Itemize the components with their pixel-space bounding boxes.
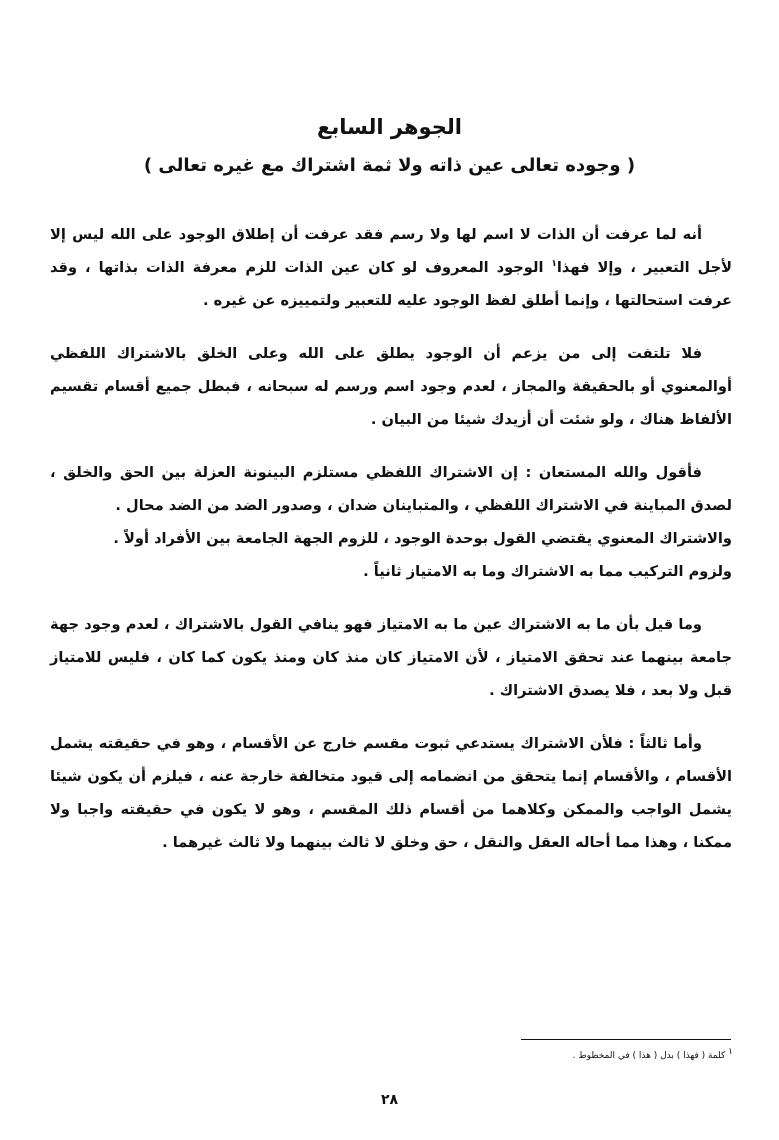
paragraph-3: فأقول والله المستعان : إن الاشتراك اللفظي مستلزم البينونة العزلة بين الحق والخلق ، لصدق المباينة في الاشتراك اللفظي ، والمتباينان ضدان ، وصدور الضد من الضد محال .	[50, 464, 732, 514]
paragraph-1-line-1: أنه لما عرفت أن الذات لا اسم لها ولا رسم فقد عرفت أن إطلاق الوجود على الله	[110, 226, 702, 243]
paragraph-2: فلا تلتفت إلى من يزعم أن الوجود يطلق على الله وعلى الخلق بالاشتراك اللفظي أوالمعنوي أو بالحقيقة والمجاز ، لعدم وجود اسم ورسم له سبحانه ، فبطل جميع أقسام تقسيم الألفاظ هناك ، ولو شئت أن أزيدك شيئا من البيان .	[50, 345, 732, 428]
paragraph-5: ولزوم التركيب مما به الاشتراك وما به الامتياز ثانياً .	[363, 563, 732, 580]
chapter-title: الجوهر السابع	[317, 115, 462, 139]
paragraph-7: وأما ثالثاً : فلأن الاشتراك يستدعي ثبوت مقسم خارج عن الأقسام ، وهو في حقيقته يشمل الأقسام ، والأقسام إنما يتحقق من انضمامه إلى قيود متخالفة خارجة عنه ، فيلزم أن يكون شيئا يشمل الواجب والممكن وكلاهما من أقسام ذلك المقسم ، وهو لا يكون في حقيقته واجبا ولا ممكنا ، وهذا مما أحاله العقل والنقل ، حق وخلق لا ثالث بينهما ولا ثالث غيرهما .	[50, 735, 732, 851]
footnote-text: كلمة ( فهذا ) بدل ( هذا ) في المخطوط .	[572, 1051, 726, 1061]
body-text	[50, 218, 732, 859]
paragraph-4: والاشتراك المعنوي يقتضي القول بوحدة الوجود ، للزوم الجهة الجامعة بين الأفراد أولاً .	[113, 530, 732, 547]
paragraph-1	[50, 218, 732, 317]
paragraph-1-line-3: الوجود المعروف لو كان عين الذات للزم معرفة الذات بذاتها	[98, 259, 552, 276]
footnote	[333, 1049, 733, 1063]
chapter-subtitle: ( وجوده تعالى عين ذاته ولا ثمة اشتراك مع غيره تعالى )	[143, 155, 636, 176]
footnote-reference: ١	[551, 259, 557, 270]
page-number: ٢٨	[380, 1092, 399, 1108]
paragraph-6: وما قيل بأن ما به الاشتراك عين ما به الامتياز فهو ينافي القول بالاشتراك ، لعدم وجود جهة جامعة بينهما عند تحقق الامتياز ، لأن الامتياز كان منذ كان ومنذ يكون كما كان ، فليس للامتياز قبل ولا بعد ، فلا يصدق الاشتراك .	[50, 616, 732, 699]
paragraph-1-line-4: ، وقد عرفت استحالتها ، وإنما أطلق لفظ الوجود عليه للتعبير ولتمييزه عن غيره .	[50, 259, 732, 309]
footnote-mark: ١	[728, 1047, 733, 1057]
footnote-divider	[521, 1039, 731, 1040]
paragraph-1-line-2: ليس إلا لأجل التعبير ، وإلا فهذا	[50, 226, 732, 276]
